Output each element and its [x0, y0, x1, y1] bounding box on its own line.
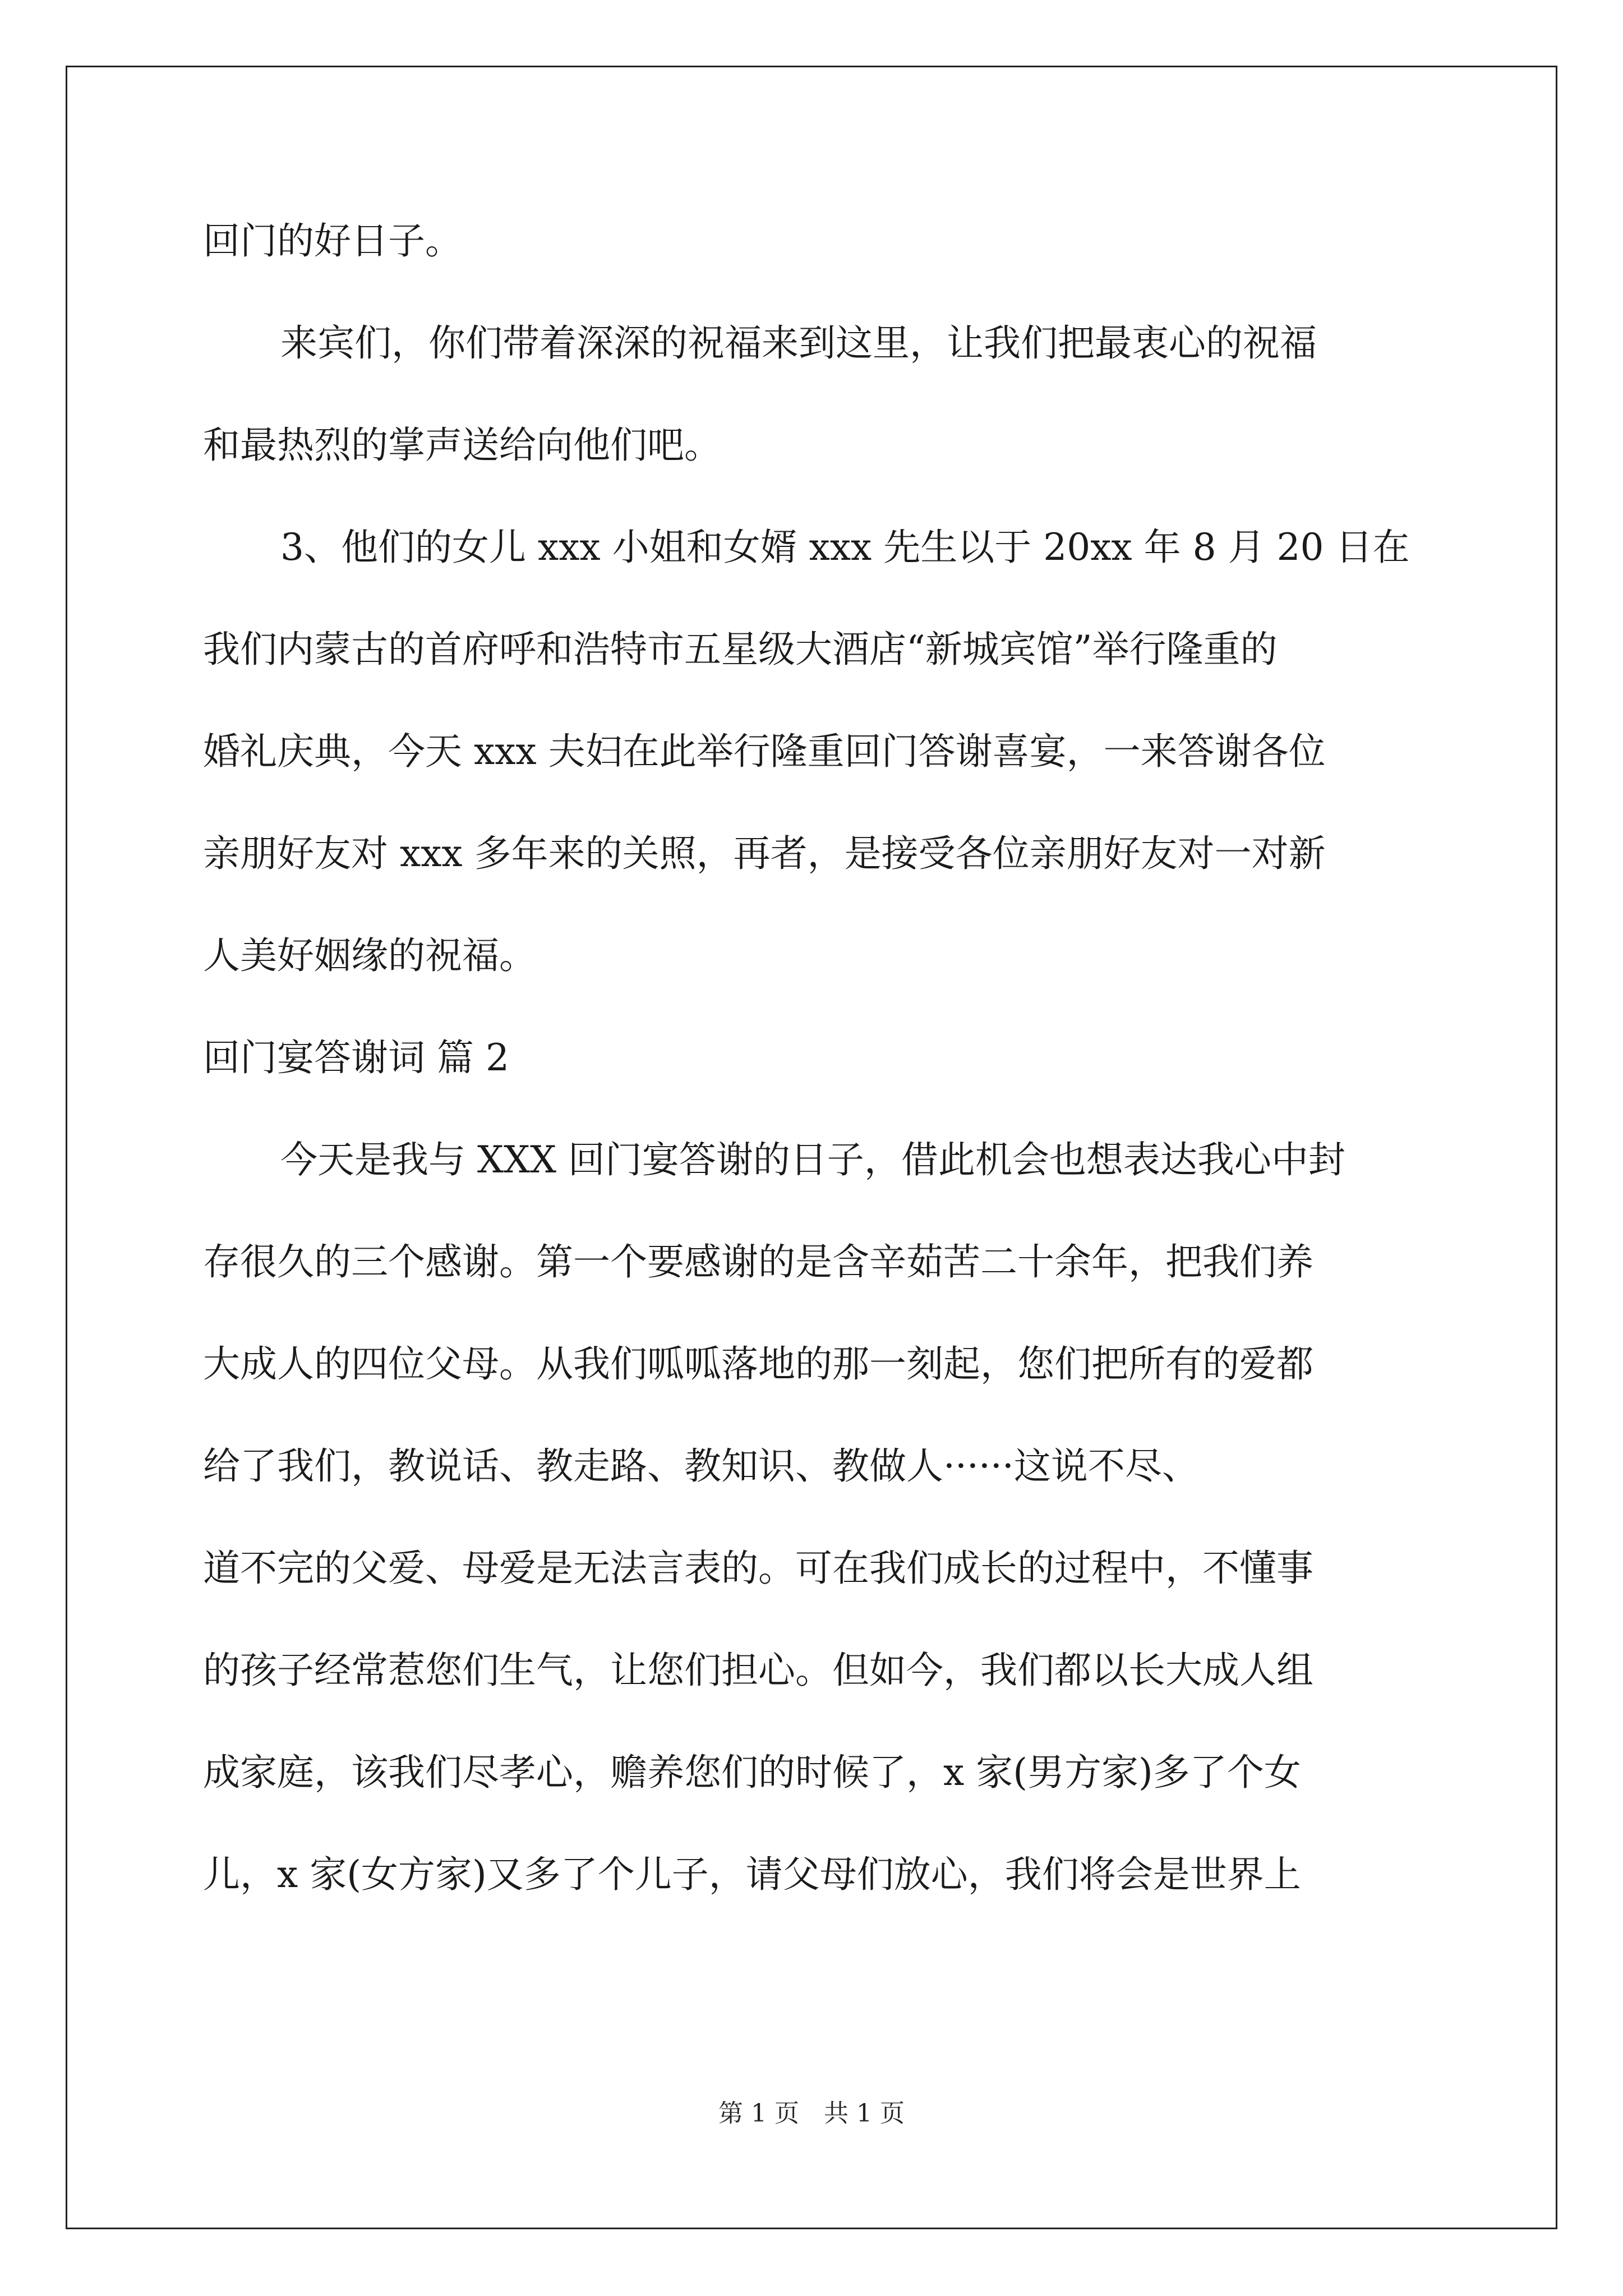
text-line: 和最热烈的掌声送给向他们吧。: [203, 424, 721, 467]
paragraph-first-line: 今天是我与 XXX 回门宴答谢的日子，借此机会也想表达我心中封: [280, 1138, 1345, 1181]
page-footer: 第 1 页 共 1 页: [718, 2099, 905, 2128]
text-line: 亲朋好友对 xxx 多年来的关照，再者，是接受各位亲朋好友对一对新: [203, 832, 1326, 875]
text-line: 我们内蒙古的首府呼和浩特市五星级大酒店“新城宾馆”举行隆重的: [203, 628, 1278, 671]
text-line: 给了我们，教说话、教走路、教知识、教做人······这说不尽、: [203, 1444, 1199, 1488]
text-line: 人美好姻缘的祝福。: [203, 934, 536, 977]
text-line: 儿，x 家(女方家)又多了个儿子，请父母们放心，我们将会是世界上: [203, 1853, 1301, 1896]
paragraph-first-line: 来宾们，你们带着深深的祝福来到这里，让我们把最衷心的祝福: [280, 321, 1317, 365]
text-line: 婚礼庆典，今天 xxx 夫妇在此举行隆重回门答谢喜宴，一来答谢各位: [203, 730, 1326, 773]
paragraph-first-line: 3、他们的女儿 xxx 小姐和女婿 xxx 先生以于 20xx 年 8 月 20 日在: [280, 526, 1410, 569]
text-line: 道不完的父爱、母爱是无法言表的。可在我们成长的过程中，不懂事: [203, 1547, 1313, 1590]
text-line: 存很久的三个感谢。第一个要感谢的是含辛茹苦二十余年，把我们养: [203, 1240, 1313, 1283]
document-body: [203, 213, 1468, 1949]
text-line: 大成人的四位父母。从我们呱呱落地的那一刻起，您们把所有的爱都: [203, 1342, 1313, 1386]
section-heading: 回门宴答谢词 篇 2: [203, 1036, 509, 1079]
text-line: 回门的好日子。: [203, 219, 462, 263]
text-line: 成家庭，该我们尽孝心，赡养您们的时候了，x 家(男方家)多了个女: [203, 1751, 1301, 1794]
text-line: 的孩子经常惹您们生气，让您们担心。但如今，我们都以长大成人组: [203, 1649, 1313, 1692]
